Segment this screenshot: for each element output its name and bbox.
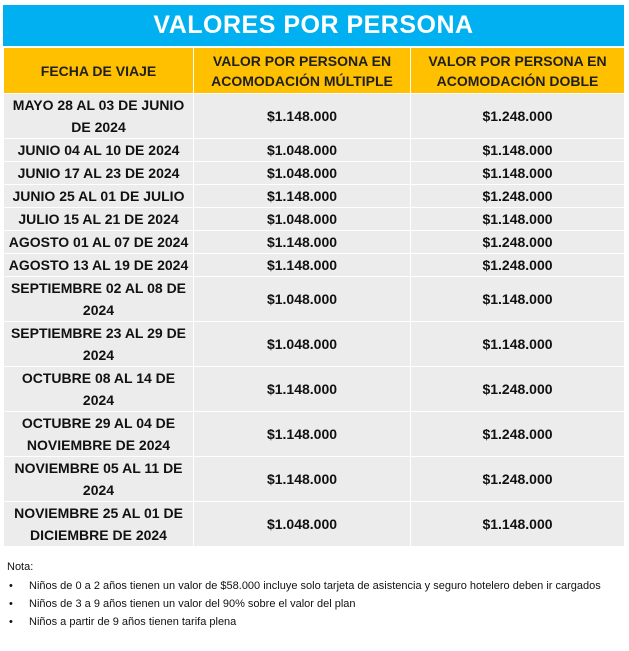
- cell-fecha: JUNIO 17 AL 23 DE 2024: [4, 162, 194, 185]
- cell-fecha: OCTUBRE 08 AL 14 DE 2024: [4, 367, 194, 412]
- page-title: VALORES POR PERSONA: [3, 5, 624, 46]
- cell-doble: $1.148.000: [411, 139, 625, 162]
- table-row: [4, 367, 625, 412]
- cell-fecha: NOVIEMBRE 25 AL 01 DE DICIEMBRE DE 2024: [4, 502, 194, 547]
- cell-doble: $1.248.000: [411, 457, 625, 502]
- cell-fecha: JUNIO 25 AL 01 DE JULIO: [4, 185, 194, 208]
- cell-doble: $1.148.000: [411, 277, 625, 322]
- cell-multiple: $1.048.000: [194, 208, 411, 231]
- header-multiple: VALOR POR PERSONA EN ACOMODACIÓN MÚLTIPLE: [194, 48, 411, 94]
- cell-multiple: $1.048.000: [194, 139, 411, 162]
- cell-doble: $1.248.000: [411, 367, 625, 412]
- price-table: [3, 47, 625, 547]
- cell-multiple: $1.148.000: [194, 94, 411, 139]
- table-row: [4, 162, 625, 185]
- cell-doble: $1.148.000: [411, 208, 625, 231]
- note-text: Niños a partir de 9 años tienen tarifa plena: [29, 616, 237, 628]
- notes-section: [7, 560, 622, 633]
- bullet-icon: •: [9, 580, 13, 592]
- cell-multiple: $1.148.000: [194, 231, 411, 254]
- table-row: [4, 231, 625, 254]
- cell-multiple: $1.148.000: [194, 367, 411, 412]
- list-item: [7, 597, 622, 612]
- table-row: [4, 208, 625, 231]
- table-header-row: [4, 48, 625, 94]
- cell-fecha: NOVIEMBRE 05 AL 11 DE 2024: [4, 457, 194, 502]
- notes-heading: Nota:: [7, 561, 34, 573]
- cell-multiple: $1.148.000: [194, 185, 411, 208]
- cell-fecha: JULIO 15 AL 21 DE 2024: [4, 208, 194, 231]
- cell-multiple: $1.148.000: [194, 254, 411, 277]
- bullet-icon: •: [9, 616, 13, 628]
- cell-doble: $1.248.000: [411, 94, 625, 139]
- table-row: [4, 322, 625, 367]
- table-row: [4, 277, 625, 322]
- cell-doble: $1.248.000: [411, 412, 625, 457]
- bullet-icon: •: [9, 598, 13, 610]
- list-item: [7, 579, 622, 594]
- cell-fecha: OCTUBRE 29 AL 04 DE NOVIEMBRE DE 2024: [4, 412, 194, 457]
- list-item: [7, 615, 622, 630]
- cell-fecha: MAYO 28 AL 03 DE JUNIO DE 2024: [4, 94, 194, 139]
- cell-doble: $1.248.000: [411, 254, 625, 277]
- cell-fecha: SEPTIEMBRE 02 AL 08 DE 2024: [4, 277, 194, 322]
- notes-list: [7, 579, 622, 630]
- table-row: [4, 502, 625, 547]
- cell-doble: $1.248.000: [411, 231, 625, 254]
- cell-multiple: $1.048.000: [194, 162, 411, 185]
- table-row: [4, 254, 625, 277]
- cell-multiple: $1.148.000: [194, 457, 411, 502]
- cell-doble: $1.148.000: [411, 502, 625, 547]
- table-row: [4, 185, 625, 208]
- cell-fecha: AGOSTO 01 AL 07 DE 2024: [4, 231, 194, 254]
- cell-multiple: $1.048.000: [194, 322, 411, 367]
- header-doble: VALOR POR PERSONA EN ACOMODACIÓN DOBLE: [411, 48, 625, 94]
- table-row: [4, 94, 625, 139]
- cell-fecha: AGOSTO 13 AL 19 DE 2024: [4, 254, 194, 277]
- cell-multiple: $1.148.000: [194, 412, 411, 457]
- cell-doble: $1.148.000: [411, 162, 625, 185]
- note-text: Niños de 3 a 9 años tienen un valor del 90% sobre el valor del plan: [29, 598, 356, 610]
- table-row: [4, 139, 625, 162]
- cell-doble: $1.148.000: [411, 322, 625, 367]
- table-row: [4, 412, 625, 457]
- cell-multiple: $1.048.000: [194, 277, 411, 322]
- cell-fecha: JUNIO 04 AL 10 DE 2024: [4, 139, 194, 162]
- table-row: [4, 457, 625, 502]
- note-text: Niños de 0 a 2 años tienen un valor de $58.000 incluye solo tarjeta de asistencia y seguro hotelero deben ir cargados: [29, 580, 601, 592]
- header-fecha: FECHA DE VIAJE: [4, 48, 194, 94]
- cell-multiple: $1.048.000: [194, 502, 411, 547]
- cell-fecha: SEPTIEMBRE 23 AL 29 DE 2024: [4, 322, 194, 367]
- cell-doble: $1.248.000: [411, 185, 625, 208]
